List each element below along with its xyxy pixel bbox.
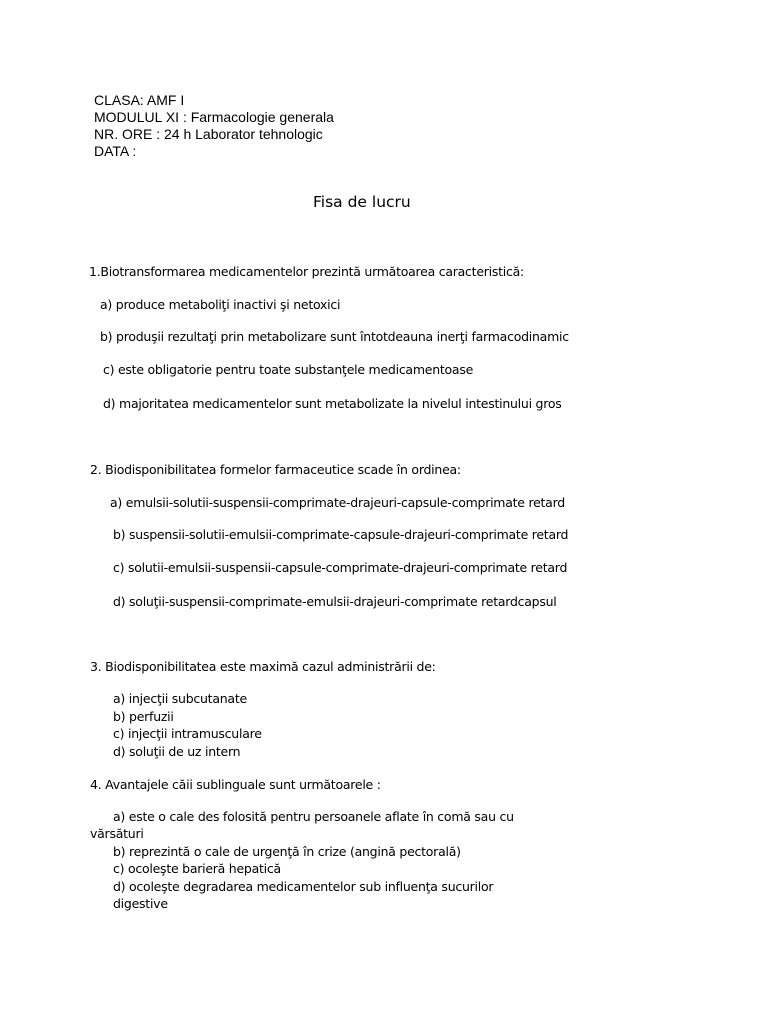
module-line: MODULUL XI : Farmacologie generala	[94, 109, 334, 125]
option-c: c) solutii-emulsii-suspensii-capsule-comprimate-drajeuri-comprimate retard	[113, 560, 568, 575]
question-text: 4. Avantajele căii sublinguale sunt următoarele :	[90, 777, 381, 792]
option-b: b) perfuzii	[113, 709, 174, 724]
option-a: a) emulsii-solutii-suspensii-comprimate-drajeuri-capsule-comprimate retard	[110, 495, 565, 510]
class-line: CLASA: AMF I	[94, 92, 185, 108]
option-d: d) soluţii-suspensii-comprimate-emulsii-drajeuri-comprimate retardcapsul	[113, 594, 557, 609]
option-a: a) este o cale des folosită pentru persoanele aflate în comă sau cu	[113, 809, 514, 824]
option-a: a) produce metaboliţi inactivi şi netoxici	[100, 297, 341, 312]
date-line: DATA :	[94, 143, 137, 159]
question-text: 2. Biodisponibilitatea formelor farmaceutice scade în ordinea:	[90, 462, 461, 477]
option-a-continuation: vărsături	[90, 826, 144, 841]
option-c: c) ocoleşte barieră hepatică	[113, 861, 281, 876]
hours-line: NR. ORE : 24 h Laborator tehnologic	[94, 126, 323, 142]
option-c: c) este obligatorie pentru toate substanţele medicamentoase	[103, 362, 474, 377]
option-c: c) injecţii intramusculare	[113, 726, 262, 741]
question-text: 1.Biotransformarea medicamentelor prezintă următoarea caracteristică:	[89, 264, 525, 279]
option-b: b) suspensii-solutii-emulsii-comprimate-capsule-drajeuri-comprimate retard	[113, 527, 569, 542]
page-title: Fisa de lucru	[313, 193, 411, 211]
option-a: a) injecţii subcutanate	[113, 691, 247, 706]
option-b: b) reprezintă o cale de urgenţă în crize (angină pectorală)	[113, 844, 461, 859]
option-d: d) ocoleşte degradarea medicamentelor sub influenţa sucurilor	[113, 879, 494, 894]
option-d-continuation: digestive	[113, 896, 168, 911]
option-b: b) produşii rezultaţi prin metabolizare sunt întotdeauna inerţi farmacodinamic	[100, 329, 569, 344]
option-d: d) majoritatea medicamentelor sunt metabolizate la nivelul intestinului gros	[103, 396, 562, 411]
question-text: 3. Biodisponibilitatea este maximă cazul administrării de:	[90, 659, 436, 674]
option-d: d) soluţii de uz intern	[113, 744, 241, 759]
